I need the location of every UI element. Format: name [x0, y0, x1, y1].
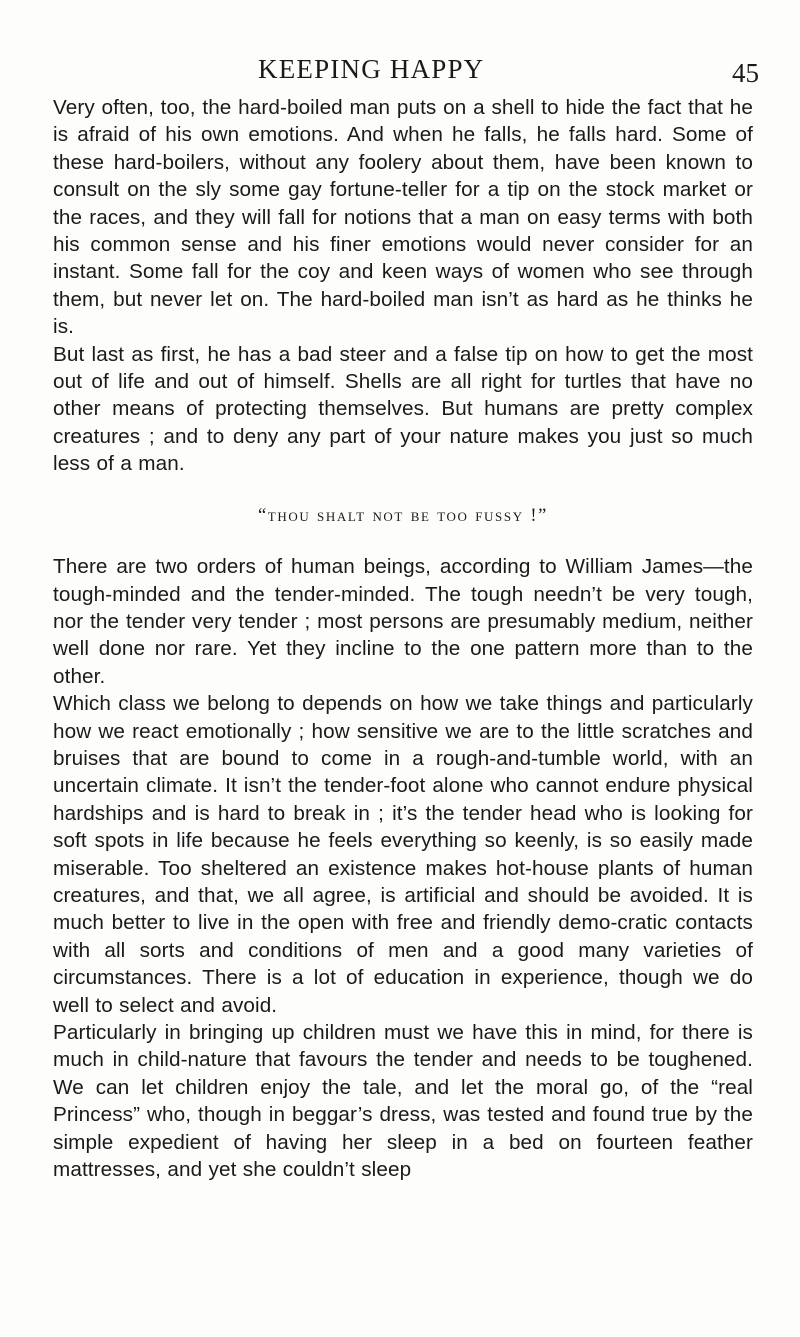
running-title: KEEPING HAPPY — [258, 54, 485, 84]
body-text — [53, 94, 753, 1183]
section-heading: “thou shalt not be too fussy !” — [257, 505, 548, 526]
running-head — [0, 54, 800, 90]
paragraph: There are two orders of human beings, according to William James—the tough-minded and the tender-minded. The tough needn’t be very tough, nor the tender very tender ; most persons are presumably medium, neither well done nor rare. Yet they incline to the one pattern more than to the other. — [53, 555, 753, 688]
paragraph: Particularly in bringing up children must we have this in mind, for there is much in child-nature that favours the tender and needs to be toughened. We can let children enjoy the tale, and let the moral go, of the “real Princess” who, though in beggar’s dress, was tested and found true by the simple expedient of having her sleep in a bed on fourteen feather mattresses, and yet she couldn’t sleep — [53, 1021, 753, 1182]
paragraph: Very often, too, the hard-boiled man puts on a shell to hide the fact that he is afraid of his own emotions. And when he falls, he falls hard. Some of these hard-boilers, without any foolery about them, have been known to consult on the sly some gay fortune-teller for a tip on the stock market or the races, and they will fall for notions that a man on easy terms with both his common sense and his finer emotions would never consider for an instant. Some fall for the coy and keen ways of women who see through them, but never let on. The hard-boiled man isn’t as hard as he thinks he is. — [53, 96, 753, 339]
page-number: 45 — [732, 58, 759, 88]
paragraph: But last as first, he has a bad steer and a false tip on how to get the most out of life and out of himself. Shells are all right for turtles that have no other means of protecting themselves. But humans are pretty complex creatures ; and to deny any part of your nature makes you just so much less of a man. — [53, 342, 753, 476]
paragraph: Which class we belong to depends on how we take things and particularly how we react emotionally ; how sensitive we are to the little scratches and bruises that are bound to come in a rough-and-tumble world, with an uncertain climate. It isn’t the tender-foot alone who cannot endure physical hardships and is hard to break in ; it’s the tender head who is looking for soft spots in life because he feels everything so keenly, is so easily made miserable. Too sheltered an existence makes hot-house plants of human creatures, and that, we all agree, is artificial and should be avoided. It is much better to live in the open with free and friendly demo-cratic contacts with all sorts and conditions of men and a good many varieties of circumstances. There is a lot of education in experience, though we do well to select and avoid. — [53, 692, 753, 1017]
